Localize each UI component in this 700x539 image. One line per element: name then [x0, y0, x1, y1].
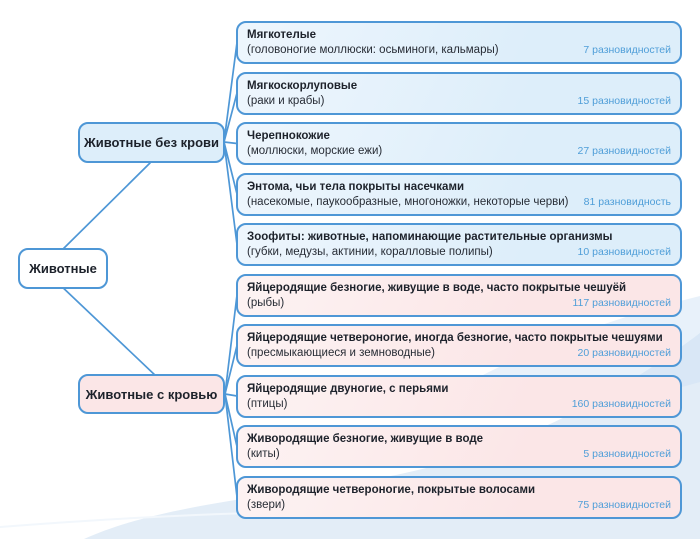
branch-node-bloodless — [78, 122, 225, 163]
node-count-badge: 81 разновидность — [583, 195, 671, 208]
connector-root-blooded — [58, 283, 157, 377]
connector-root-bloodless — [58, 163, 150, 254]
node-title: Зоофиты: животные, напоминающие растительные организмы — [247, 231, 613, 243]
node-subtitle: (моллюски, морские ежи) — [247, 145, 383, 157]
root-node — [18, 248, 108, 289]
node-count-badge: 75 разновидностей — [577, 498, 671, 511]
node-title: Яйцеродящие безногие, живущие в воде, часто покрытые чешуёй — [247, 281, 627, 294]
node-subtitle: (звери) — [247, 498, 286, 511]
node-count-badge: 27 разновидностей — [577, 145, 671, 157]
leaf-node — [236, 173, 682, 216]
node-subtitle: (пресмыкающиеся и земноводные) — [247, 347, 436, 359]
node-title: Живородящие четвероногие, покрытые волосами — [247, 483, 536, 496]
leaf-node — [236, 72, 682, 115]
node-count-badge: 7 разновидностей — [583, 44, 671, 56]
node-count-badge: 5 разновидностей — [583, 448, 671, 460]
node-title: Яйцеродящие двуногие, с перьями — [247, 382, 449, 395]
node-count-badge: 20 разновидностей — [577, 347, 671, 359]
leaf-node — [236, 274, 682, 317]
node-count-badge: 160 разновидностей — [571, 397, 671, 410]
leaf-node — [236, 324, 682, 367]
branch-node-label: Животные без крови — [83, 135, 220, 150]
leaf-node — [236, 375, 682, 418]
node-count-badge: 15 разновидностей — [577, 94, 671, 107]
node-subtitle: (головоногие моллюски: осьминоги, кальмары) — [247, 44, 499, 56]
leaf-node — [236, 425, 682, 468]
node-subtitle: (губки, медузы, актинии, коралловые полипы) — [247, 246, 493, 258]
branch-node-label: Животные с кровью — [85, 386, 218, 402]
node-count-badge: 10 разновидностей — [577, 246, 671, 258]
node-subtitle: (птицы) — [247, 397, 288, 410]
leaf-node — [236, 223, 682, 266]
node-title: Живородящие безногие, живущие в воде — [247, 433, 484, 445]
node-title: Яйцеродящие четвероногие, иногда безногие, часто покрытые чешуями — [247, 332, 663, 344]
node-title: Энтома, чьи тела покрыты насечками — [247, 180, 465, 193]
node-subtitle: (киты) — [247, 448, 280, 460]
leaf-node — [236, 21, 682, 64]
node-title: Мягкотелые — [247, 29, 316, 41]
branch-node-blooded — [78, 374, 225, 414]
node-subtitle: (насекомые, паукообразные, многоножки, некоторые черви) — [247, 195, 569, 208]
node-count-badge: 117 разновидностей — [572, 296, 671, 309]
leaf-node — [236, 122, 682, 165]
node-title: Черепнокожие — [247, 130, 330, 142]
root-node-label: Животные — [29, 261, 97, 276]
node-subtitle: (раки и крабы) — [247, 94, 325, 107]
leaf-node — [236, 476, 682, 519]
node-title: Мягкоскорлуповые — [247, 79, 358, 92]
node-subtitle: (рыбы) — [247, 296, 285, 309]
